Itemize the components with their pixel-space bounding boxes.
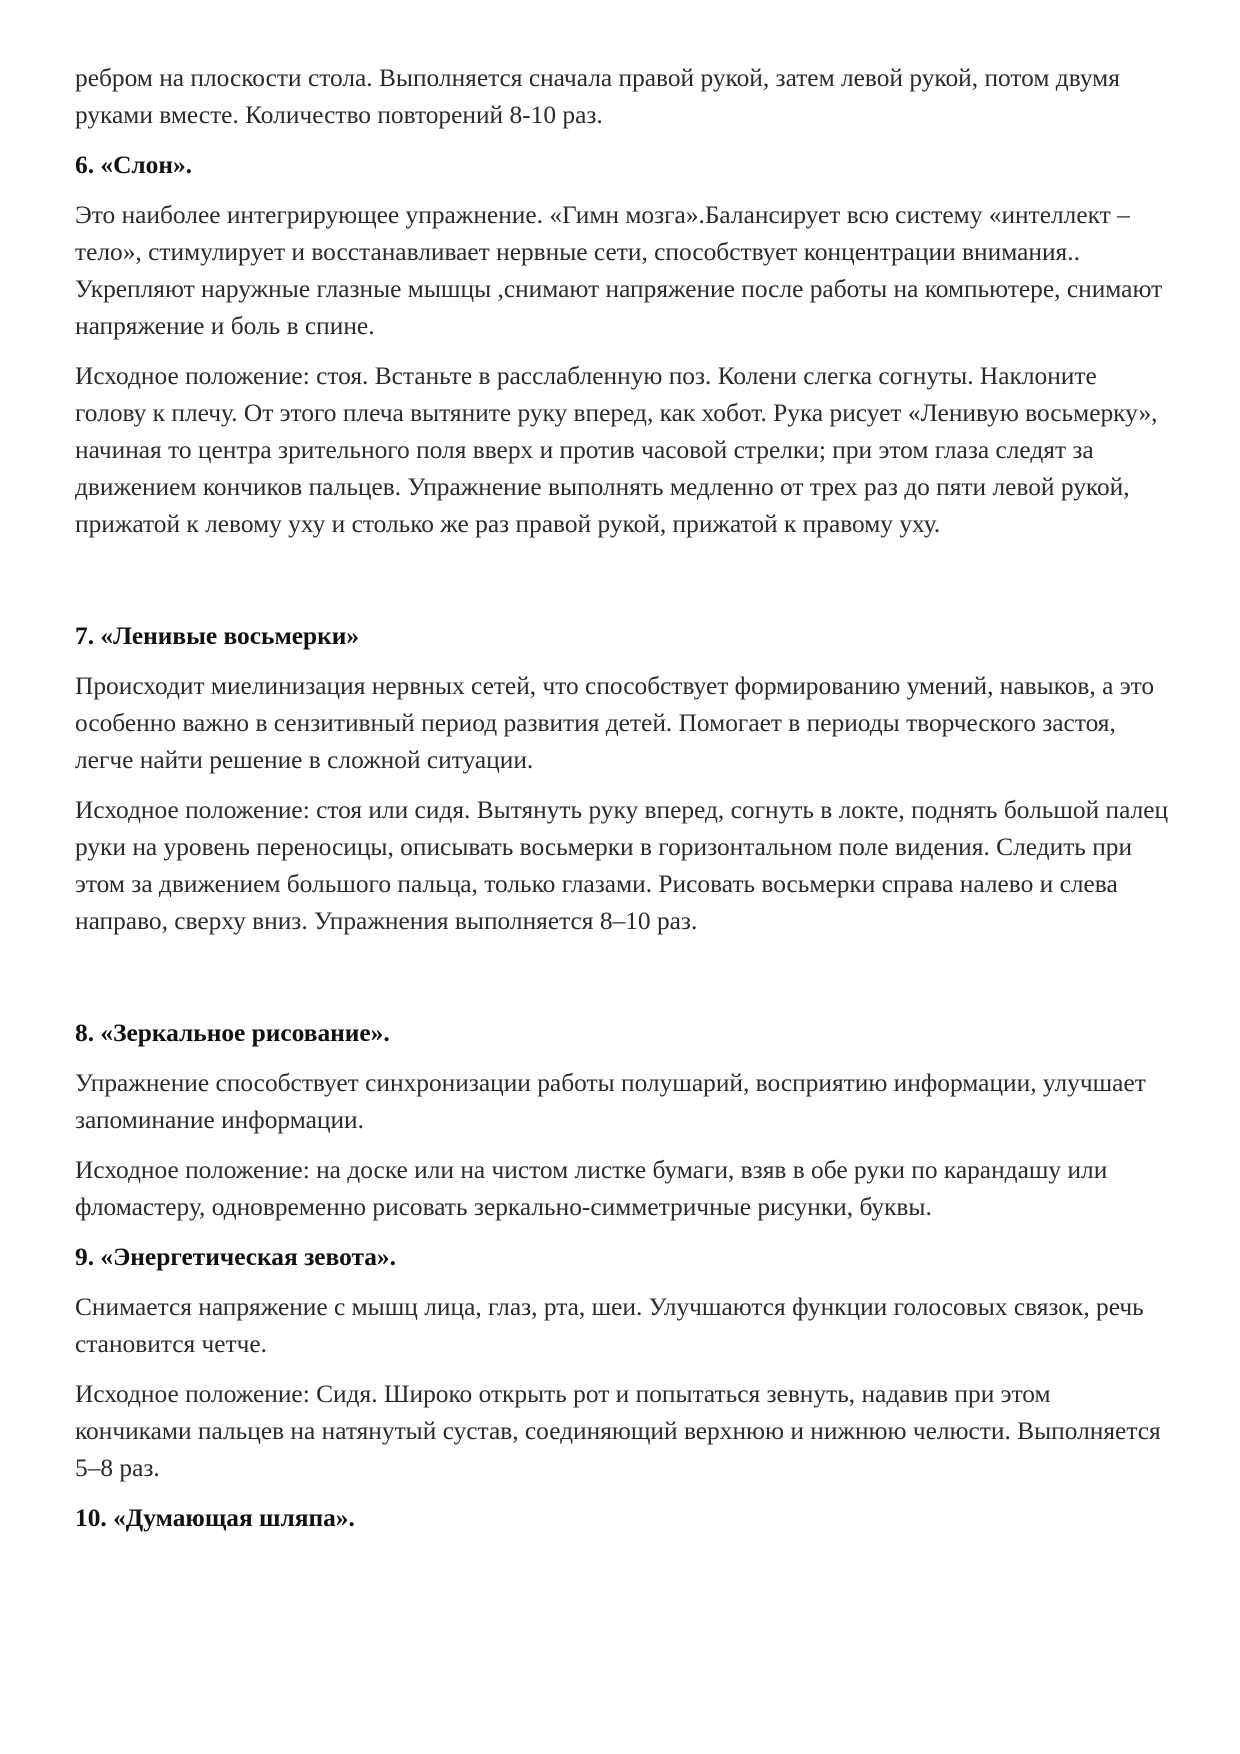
section-8-heading: 8. «Зеркальное рисование».	[75, 1019, 390, 1047]
section-8-paragraph-2: Исходное положение: на доске или на чистом листке бумаги, взяв в обе руки по карандашу или фломастеру, одновременно рисовать зеркально-симметричные рисунки, буквы.	[75, 1156, 1108, 1221]
document-body	[75, 60, 1173, 1550]
section-7-heading: 7. «Ленивые восьмерки»	[75, 622, 360, 650]
section-9-paragraph-1: Снимается напряжение с мышц лица, глаз, рта, шеи. Улучшаются функции голосовых связок, речь становится четче.	[75, 1293, 1144, 1358]
section-9-paragraph-2: Исходное положение: Сидя. Широко открыть рот и попытаться зевнуть, надавив при этом кончиками пальцев на натянутый сустав, соединяющий верхнюю и нижнюю челюсти. Выполняется 5–8 раз.	[75, 1380, 1161, 1482]
section-7-paragraph-1: Происходит миелинизация нервных сетей, что способствует формированию умений, навыков, а это особенно важно в сензитивный период развития детей. Помогает в периоды творческого застоя, легче найти решение в сложной ситуации.	[75, 672, 1155, 774]
section-6-paragraph-1: Это наиболее интегрирующее упражнение. «Гимн мозга».Балансирует всю систему «интеллект – тело», стимулирует и восстанавливает нервные сети, способствует концентрации внимания.. Укрепляют наружные глазные мышцы ,снимают напряжение после работы на компьютере, снимают напряжение и боль в спине.	[75, 201, 1163, 340]
section-10-heading: 10. «Думающая шляпа».	[75, 1504, 355, 1532]
intro-paragraph: ребром на плоскости стола. Выполняется сначала правой рукой, затем левой рукой, потом двумя руками вместе. Количество повторений 8-10 раз.	[75, 64, 1120, 129]
section-8-paragraph-1: Упражнение способствует синхронизации работы полушарий, восприятию информации, улучшает запоминание информации.	[75, 1069, 1146, 1134]
section-6-heading: 6. «Слон».	[75, 151, 193, 179]
section-7-paragraph-2: Исходное положение: стоя или сидя. Вытянуть руку вперед, согнуть в локте, поднять большой палец руки на уровень переносицы, описывать восьмерки в горизонтальном поле видения. Следить при этом за движением большого пальца, только глазами. Рисовать восьмерки справа налево и слева направо, сверху вниз. Упражнения выполняется 8–10 раз.	[75, 796, 1169, 935]
section-9-heading: 9. «Энергетическая зевота».	[75, 1243, 396, 1271]
section-6-paragraph-2: Исходное положение: стоя. Встаньте в расслабленную поз. Колени слегка согнуты. Наклоните голову к плечу. От этого плеча вытяните руку вперед, как хобот. Рука рисует «Ленивую восьмерку», начиная то центра зрительного поля вверх и против часовой стрелки; при этом глаза следят за движением кончиков пальцев. Упражнение выполнять медленно от трех раз до пяти левой рукой, прижатой к левому уху и столько же раз правой рукой, прижатой к правому уху.	[75, 362, 1158, 538]
